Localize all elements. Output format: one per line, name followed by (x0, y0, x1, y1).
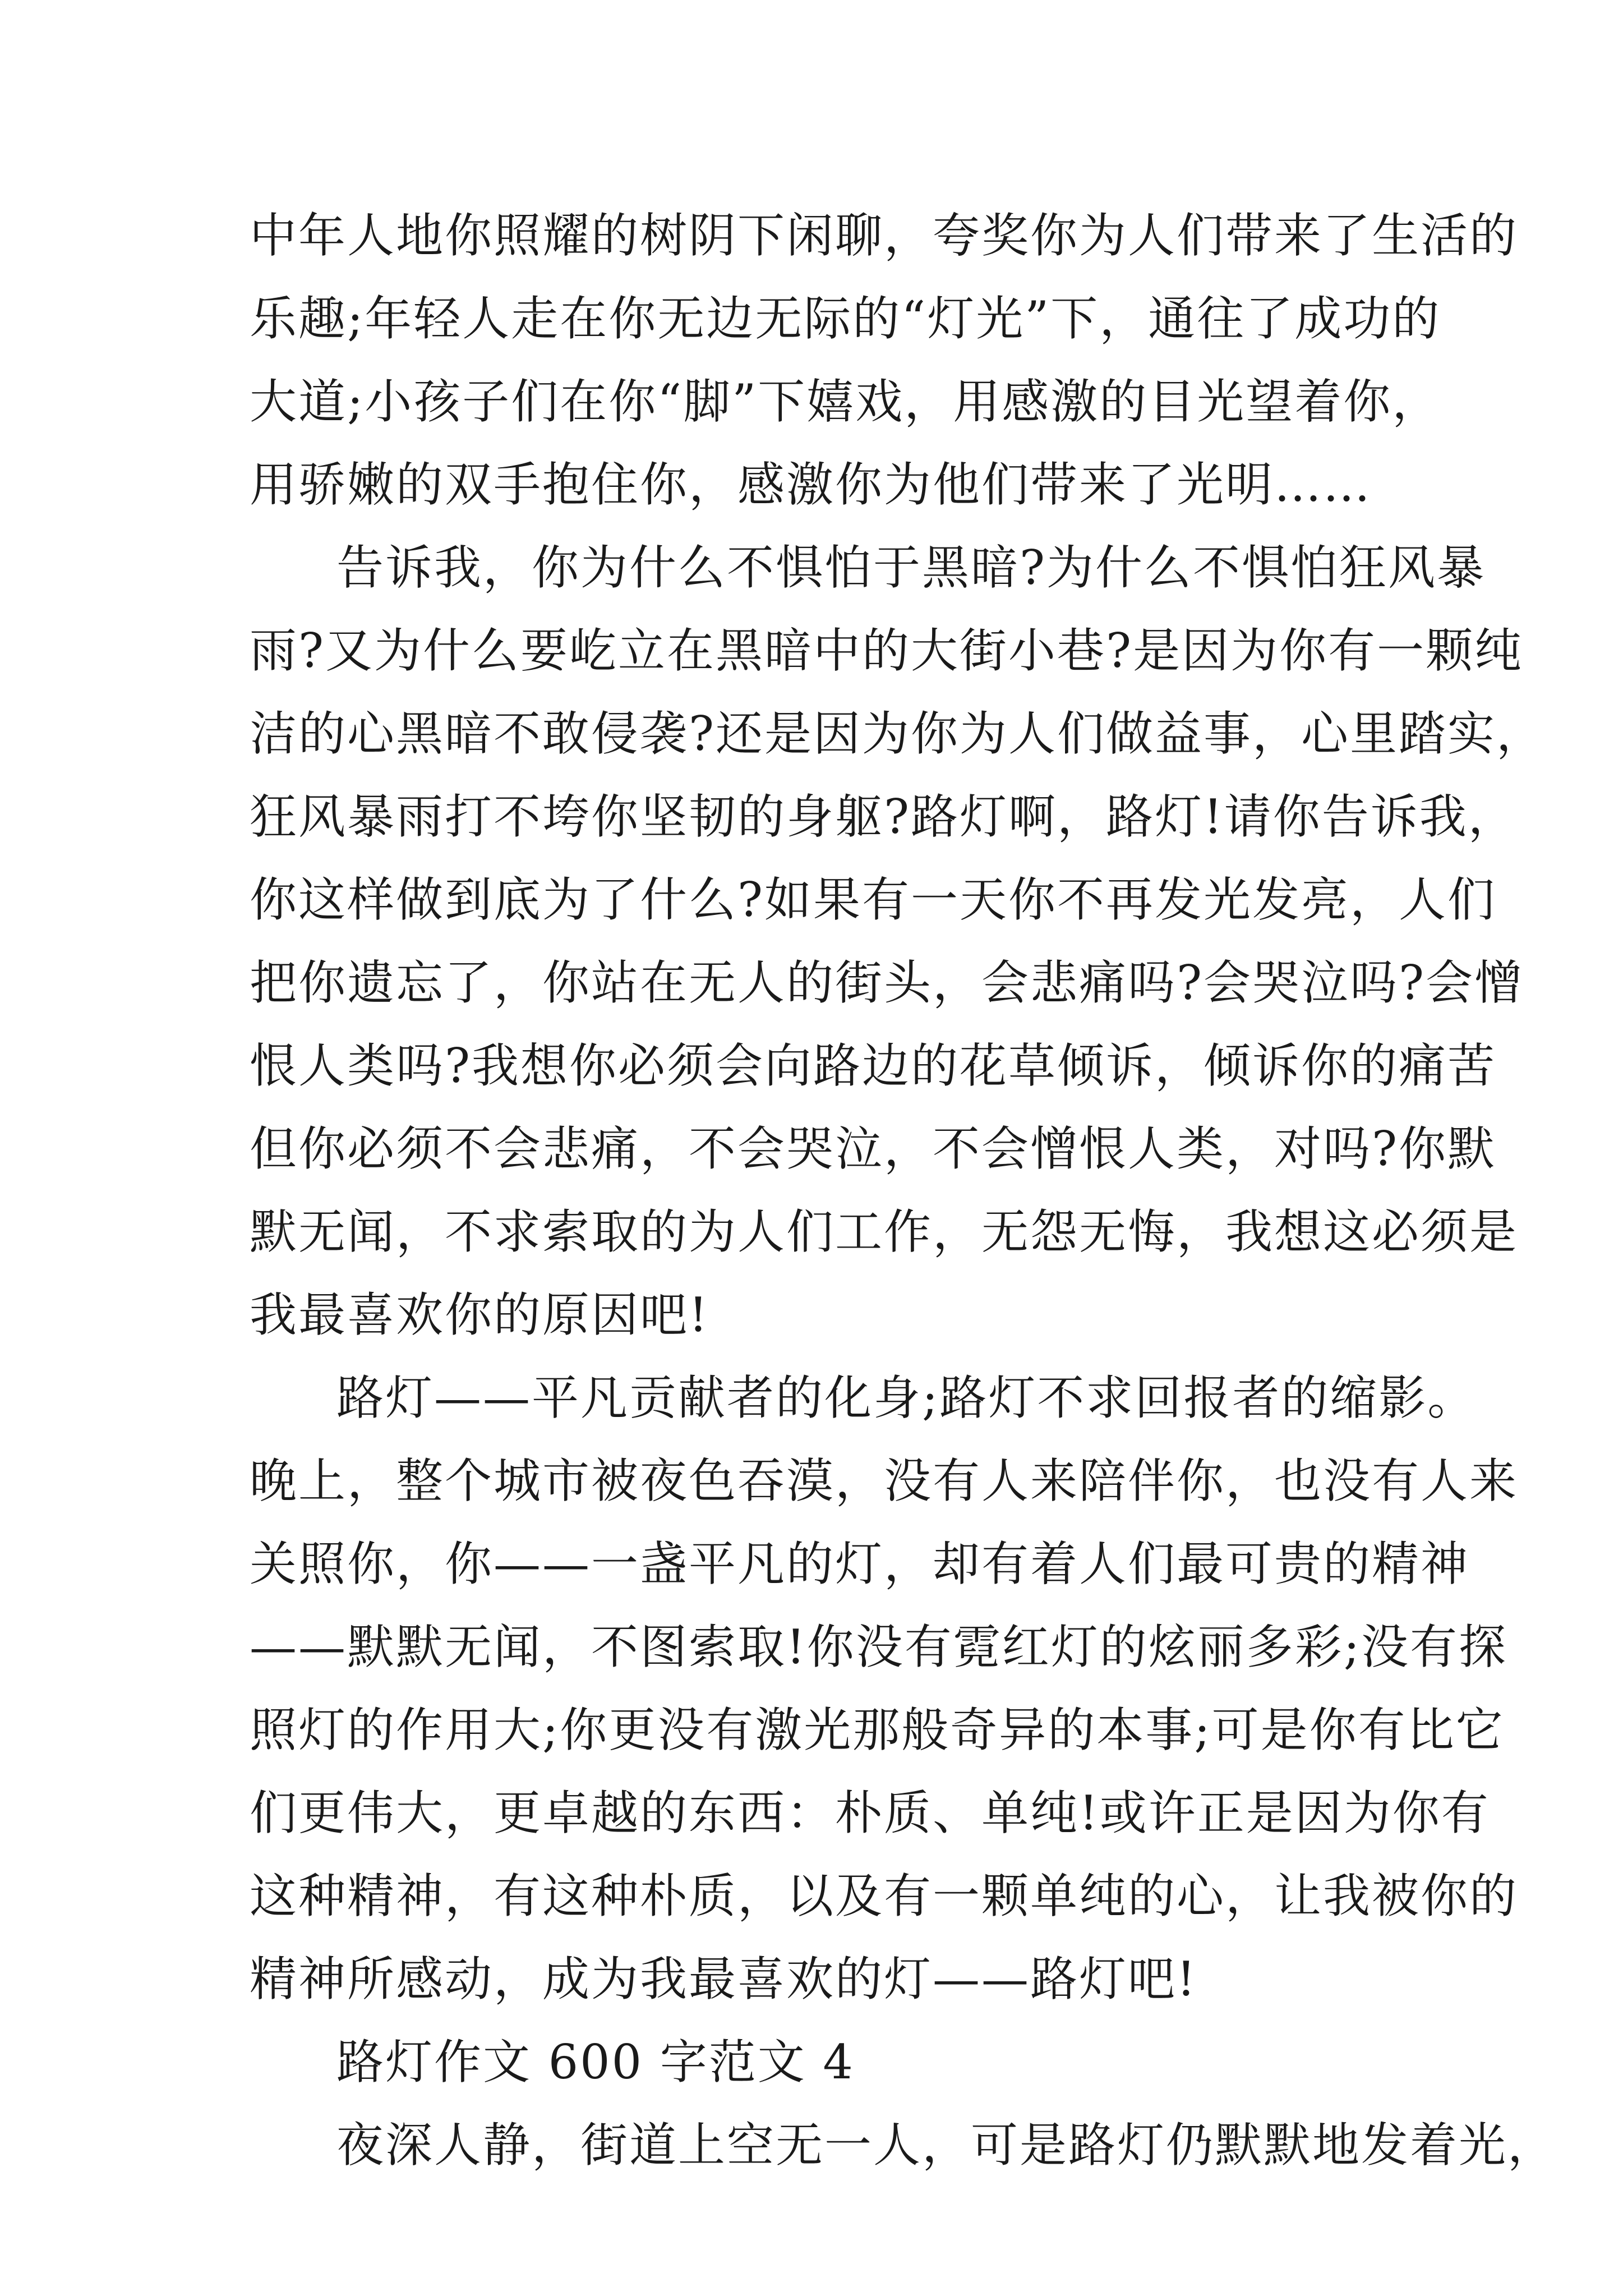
text-line: 照灯的作用大;你更没有激光那般奇异的本事;可是你有比它 (250, 1703, 1505, 1757)
text-line: 雨?又为什么要屹立在黑暗中的大街小巷?是因为你有一颗纯 (250, 623, 1524, 678)
paragraph-first-line: 路灯——平凡贡献者的化身;路灯不求回报者的缩影。 (336, 1370, 1477, 1425)
text-line: 中年人地你照耀的树阴下闲聊，夸奖你为人们带来了生活的 (250, 208, 1519, 263)
text-line: 乐趣;年轻人走在你无边无际的“灯光”下，通往了成功的 (250, 291, 1441, 346)
paragraph-first-line: 告诉我，你为什么不惧怕于黑暗?为什么不惧怕狂风暴 (336, 540, 1486, 595)
text-line: 精神所感动，成为我最喜欢的灯——路灯吧! (250, 1952, 1197, 2007)
text-line: 大道;小孩子们在你“脚”下嬉戏，用感激的目光望着你， (250, 374, 1441, 429)
text-line: ——默默无闻，不图索取!你没有霓红灯的炫丽多彩;没有探 (250, 1619, 1508, 1674)
text-line: 默无闻，不求索取的为人们工作，无怨无悔，我想这必须是 (250, 1204, 1519, 1259)
text-line: 用骄嫩的双手抱住你，感激你为他们带来了光明…… (250, 457, 1372, 512)
text-line: 这种精神，有这种朴质，以及有一颗单纯的心，让我被你的 (250, 1869, 1519, 1924)
paragraph-first-line: 夜深人静，街道上空无一人，可是路灯仍默默地发着光， (336, 2118, 1557, 2173)
text-line: 我最喜欢你的原因吧! (250, 1287, 709, 1342)
text-line: 晚上，整个城市被夜色吞漠，没有人来陪伴你，也没有人来 (250, 1453, 1519, 1508)
text-line: 你这样做到底为了什么?如果有一天你不再发光发亮，人们 (250, 872, 1497, 927)
text-line: 恨人类吗?我想你必须会向路边的花草倾诉，倾诉你的痛苦 (250, 1038, 1497, 1093)
text-line: 们更伟大，更卓越的东西：朴质、单纯!或许正是因为你有 (250, 1786, 1490, 1841)
text-line: 但你必须不会悲痛，不会哭泣，不会憎恨人类，对吗?你默 (250, 1121, 1497, 1176)
text-line: 狂风暴雨打不垮你坚韧的身躯?路灯啊，路灯!请你告诉我， (250, 789, 1517, 844)
text-line: 把你遗忘了，你站在无人的街头，会悲痛吗?会哭泣吗?会憎 (250, 955, 1524, 1010)
section-heading: 路灯作文 600 字范文 4 (336, 2035, 855, 2090)
text-line: 关照你，你——一盏平凡的灯，却有着人们最可贵的精神 (250, 1536, 1470, 1591)
text-line: 洁的心黑暗不敢侵袭?还是因为你为人们做益事，心里踏实， (250, 706, 1546, 761)
